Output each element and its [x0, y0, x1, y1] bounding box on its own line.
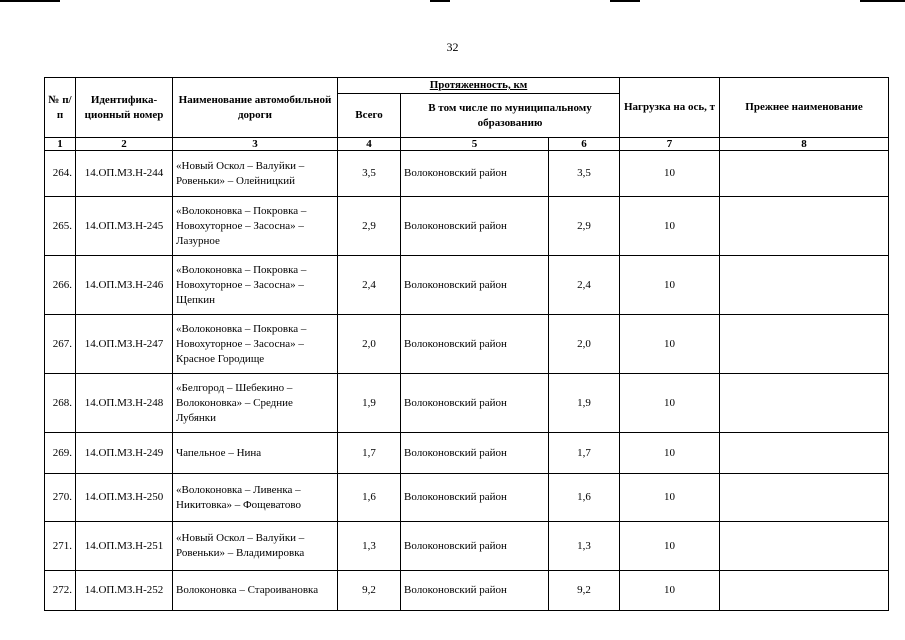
- top-edge-line: [860, 0, 905, 2]
- row-number: 269.: [45, 433, 76, 474]
- old-name: [720, 522, 889, 571]
- column-number: 5: [401, 138, 549, 151]
- top-edge-line: [610, 0, 640, 2]
- length-municipality: 2,0: [549, 315, 620, 374]
- header-length-group: Протяженность, км: [338, 78, 620, 94]
- length-total: 1,9: [338, 374, 401, 433]
- road-id: 14.ОП.МЗ.Н-252: [76, 571, 173, 611]
- roads-table: [44, 77, 889, 611]
- municipality: Волоконовский район: [401, 374, 549, 433]
- length-municipality: 1,3: [549, 522, 620, 571]
- municipality: Волоконовский район: [401, 474, 549, 522]
- axle-load: 10: [620, 571, 720, 611]
- header-id: Идентифика-ционный номер: [76, 78, 173, 138]
- length-total: 1,6: [338, 474, 401, 522]
- old-name: [720, 315, 889, 374]
- length-total: 1,7: [338, 433, 401, 474]
- header-row: [45, 78, 889, 94]
- length-total: 2,0: [338, 315, 401, 374]
- header-number: № п/п: [45, 78, 76, 138]
- municipality: Волоконовский район: [401, 433, 549, 474]
- row-number: 266.: [45, 256, 76, 315]
- old-name: [720, 474, 889, 522]
- road-id: 14.ОП.МЗ.Н-247: [76, 315, 173, 374]
- length-municipality: 1,6: [549, 474, 620, 522]
- road-id: 14.ОП.МЗ.Н-249: [76, 433, 173, 474]
- table-row: [45, 197, 889, 256]
- road-name: «Волоконовка – Покровка – Новохуторное – Засосна» – Лазурное: [173, 197, 338, 256]
- row-number: 268.: [45, 374, 76, 433]
- length-municipality: 2,9: [549, 197, 620, 256]
- length-total: 2,4: [338, 256, 401, 315]
- axle-load: 10: [620, 522, 720, 571]
- length-municipality: 9,2: [549, 571, 620, 611]
- header-total: Всего: [338, 94, 401, 138]
- old-name: [720, 374, 889, 433]
- table-row: [45, 374, 889, 433]
- axle-load: 10: [620, 151, 720, 197]
- axle-load: 10: [620, 374, 720, 433]
- length-municipality: 1,9: [549, 374, 620, 433]
- old-name: [720, 571, 889, 611]
- header-road-name: Наименование автомобильной дороги: [173, 78, 338, 138]
- road-name: «Белгород – Шебекино – Волоконовка» – Средние Лубянки: [173, 374, 338, 433]
- length-total: 9,2: [338, 571, 401, 611]
- row-number: 272.: [45, 571, 76, 611]
- axle-load: 10: [620, 433, 720, 474]
- table-row: [45, 256, 889, 315]
- top-edge-line: [430, 0, 450, 2]
- column-number: 1: [45, 138, 76, 151]
- length-total: 1,3: [338, 522, 401, 571]
- length-municipality: 1,7: [549, 433, 620, 474]
- road-name: «Волоконовка – Ливенка – Никитовка» – Фощеватово: [173, 474, 338, 522]
- top-edge-line: [0, 0, 60, 2]
- road-name: «Новый Оскол – Валуйки – Ровеньки» – Владимировка: [173, 522, 338, 571]
- header-municipality-group: В том числе по муниципальному образованию: [401, 94, 620, 138]
- row-number: 264.: [45, 151, 76, 197]
- length-total: 2,9: [338, 197, 401, 256]
- row-number: 270.: [45, 474, 76, 522]
- table-row: [45, 522, 889, 571]
- header-axle-load: Нагрузка на ось, т: [620, 78, 720, 138]
- page-number: 32: [446, 40, 459, 54]
- road-id: 14.ОП.МЗ.Н-246: [76, 256, 173, 315]
- road-name: Волоконовка – Староивановка: [173, 571, 338, 611]
- axle-load: 10: [620, 256, 720, 315]
- municipality: Волоконовский район: [401, 151, 549, 197]
- column-number-row: [45, 138, 889, 151]
- municipality: Волоконовский район: [401, 571, 549, 611]
- table-row: [45, 571, 889, 611]
- row-number: 265.: [45, 197, 76, 256]
- old-name: [720, 197, 889, 256]
- municipality: Волоконовский район: [401, 315, 549, 374]
- row-number: 267.: [45, 315, 76, 374]
- municipality: Волоконовский район: [401, 256, 549, 315]
- column-number: 3: [173, 138, 338, 151]
- road-id: 14.ОП.МЗ.Н-248: [76, 374, 173, 433]
- road-name: «Волоконовка – Покровка – Новохуторное – Засосна» – Щепкин: [173, 256, 338, 315]
- old-name: [720, 433, 889, 474]
- column-number: 4: [338, 138, 401, 151]
- row-number: 271.: [45, 522, 76, 571]
- length-total: 3,5: [338, 151, 401, 197]
- column-number: 7: [620, 138, 720, 151]
- municipality: Волоконовский район: [401, 197, 549, 256]
- column-number: 6: [549, 138, 620, 151]
- axle-load: 10: [620, 474, 720, 522]
- table-row: [45, 474, 889, 522]
- road-name: «Волоконовка – Покровка – Новохуторное – Засосна» – Красное Городище: [173, 315, 338, 374]
- column-number: 8: [720, 138, 889, 151]
- table-row: [45, 433, 889, 474]
- road-id: 14.ОП.МЗ.Н-250: [76, 474, 173, 522]
- table-row: [45, 315, 889, 374]
- old-name: [720, 256, 889, 315]
- axle-load: 10: [620, 315, 720, 374]
- old-name: [720, 151, 889, 197]
- header-old-name: Прежнее наименование: [720, 78, 889, 138]
- length-municipality: 3,5: [549, 151, 620, 197]
- length-municipality: 2,4: [549, 256, 620, 315]
- road-id: 14.ОП.МЗ.Н-244: [76, 151, 173, 197]
- column-number: 2: [76, 138, 173, 151]
- road-name: Чапельное – Нина: [173, 433, 338, 474]
- road-name: «Новый Оскол – Валуйки – Ровеньки» – Олейницкий: [173, 151, 338, 197]
- road-id: 14.ОП.МЗ.Н-251: [76, 522, 173, 571]
- road-id: 14.ОП.МЗ.Н-245: [76, 197, 173, 256]
- table-row: [45, 151, 889, 197]
- axle-load: 10: [620, 197, 720, 256]
- municipality: Волоконовский район: [401, 522, 549, 571]
